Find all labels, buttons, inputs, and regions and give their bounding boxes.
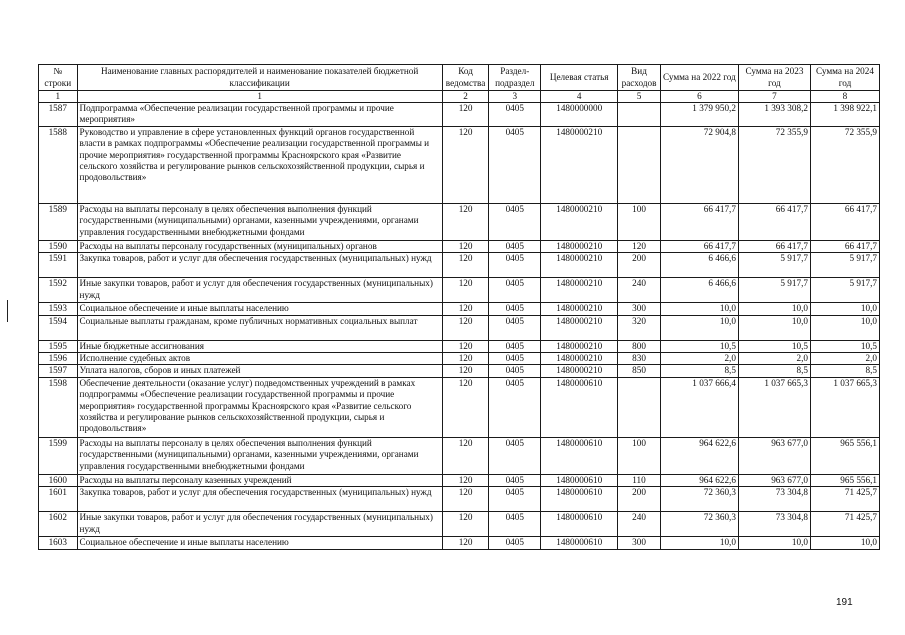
sum-2023-cell: 8,5: [738, 365, 810, 377]
row-name-cell: Подпрограмма «Обеспечение реализации государственной программы и прочие мероприятия»: [77, 103, 442, 127]
dept-code-cell: 120: [442, 377, 489, 437]
row-name-cell: Социальное обеспечение и иные выплаты населению: [77, 303, 442, 315]
sum-2023-cell: 5 917,7: [738, 253, 810, 278]
sum-2023-cell: 2,0: [738, 353, 810, 365]
header-dept-code: Код ведомства: [442, 65, 489, 91]
expense-type-cell: 830: [618, 353, 661, 365]
sum-2024-cell: 10,0: [810, 537, 879, 549]
table-row: [39, 474, 880, 486]
section-cell: 0405: [489, 353, 541, 365]
sum-2023-cell: 10,5: [738, 340, 810, 352]
table-row: [39, 126, 880, 203]
sum-2024-cell: 10,0: [810, 303, 879, 315]
dept-code-cell: 120: [442, 365, 489, 377]
expense-type-cell: 320: [618, 315, 661, 340]
dept-code-cell: 120: [442, 537, 489, 549]
sum-2022-cell: 964 622,6: [660, 437, 738, 474]
table-row: [39, 303, 880, 315]
section-cell: 0405: [489, 365, 541, 377]
header-name: Наименование главных распорядителей и наименование показателей бюджетной классификации: [77, 65, 442, 91]
column-number: 2: [442, 91, 489, 103]
section-cell: 0405: [489, 253, 541, 278]
article-cell: 1480000210: [541, 240, 618, 252]
table-header-row: [39, 65, 880, 91]
header-row-number: № строки: [39, 65, 78, 91]
table-row: [39, 365, 880, 377]
row-number-cell: 1587: [39, 103, 78, 127]
dept-code-cell: 120: [442, 240, 489, 252]
article-cell: 1480000210: [541, 126, 618, 203]
margin-mark: [7, 300, 8, 322]
dept-code-cell: 120: [442, 437, 489, 474]
article-cell: 1480000210: [541, 253, 618, 278]
row-number-cell: 1602: [39, 512, 78, 537]
expense-type-cell: 240: [618, 512, 661, 537]
sum-2023-cell: 10,0: [738, 537, 810, 549]
sum-2022-cell: 66 417,7: [660, 203, 738, 240]
table-row: [39, 512, 880, 537]
expense-type-cell: 800: [618, 340, 661, 352]
row-name-cell: Расходы на выплаты персоналу в целях обеспечения выполнения функций государственными (муниципальными) органами, казенными учреждениями, органами управления государственными внебюджетными фондами: [77, 203, 442, 240]
row-name-cell: Социальные выплаты гражданам, кроме публичных нормативных социальных выплат: [77, 315, 442, 340]
sum-2024-cell: 965 556,1: [810, 437, 879, 474]
table-body: [39, 103, 880, 550]
table-row: [39, 315, 880, 340]
sum-2024-cell: 71 425,7: [810, 512, 879, 537]
table-row: [39, 203, 880, 240]
row-number-cell: 1591: [39, 253, 78, 278]
row-number-cell: 1592: [39, 278, 78, 303]
sum-2023-cell: 10,0: [738, 315, 810, 340]
article-cell: 1480000210: [541, 315, 618, 340]
column-number: 6: [660, 91, 738, 103]
article-cell: 1480000610: [541, 537, 618, 549]
row-number-cell: 1596: [39, 353, 78, 365]
article-cell: 1480000210: [541, 365, 618, 377]
row-number-cell: 1589: [39, 203, 78, 240]
sum-2022-cell: 964 622,6: [660, 474, 738, 486]
article-cell: 1480000610: [541, 474, 618, 486]
dept-code-cell: 120: [442, 340, 489, 352]
sum-2024-cell: 66 417,7: [810, 203, 879, 240]
sum-2022-cell: 72 904,8: [660, 126, 738, 203]
expense-type-cell: [618, 103, 661, 127]
dept-code-cell: 120: [442, 487, 489, 512]
section-cell: 0405: [489, 377, 541, 437]
header-sum-2023: Сумма на 2023 год: [738, 65, 810, 91]
section-cell: 0405: [489, 103, 541, 127]
sum-2024-cell: 66 417,7: [810, 240, 879, 252]
dept-code-cell: 120: [442, 253, 489, 278]
section-cell: 0405: [489, 474, 541, 486]
sum-2023-cell: 73 304,8: [738, 512, 810, 537]
header-expense-type: Вид расходов: [618, 65, 661, 91]
table-row: [39, 278, 880, 303]
row-name-cell: Закупка товаров, работ и услуг для обеспечения государственных (муниципальных) нужд: [77, 487, 442, 512]
column-number: 1: [39, 91, 78, 103]
sum-2022-cell: 2,0: [660, 353, 738, 365]
expense-type-cell: 200: [618, 487, 661, 512]
article-cell: 1480000610: [541, 487, 618, 512]
article-cell: 1480000210: [541, 203, 618, 240]
article-cell: 1480000210: [541, 278, 618, 303]
row-name-cell: Расходы на выплаты персоналу в целях обеспечения выполнения функций государственными (муниципальными) органами, казенными учреждениями, органами управления государственными внебюджетными фондами: [77, 437, 442, 474]
row-name-cell: Расходы на выплаты персоналу государственных (муниципальных) органов: [77, 240, 442, 252]
section-cell: 0405: [489, 303, 541, 315]
sum-2022-cell: 1 379 950,2: [660, 103, 738, 127]
row-name-cell: Расходы на выплаты персоналу казенных учреждений: [77, 474, 442, 486]
row-name-cell: Социальное обеспечение и иные выплаты населению: [77, 537, 442, 549]
sum-2023-cell: 5 917,7: [738, 278, 810, 303]
column-number: 4: [541, 91, 618, 103]
sum-2024-cell: 10,0: [810, 315, 879, 340]
dept-code-cell: 120: [442, 512, 489, 537]
row-name-cell: Иные закупки товаров, работ и услуг для обеспечения государственных (муниципальных) нужд: [77, 278, 442, 303]
section-cell: 0405: [489, 437, 541, 474]
expense-type-cell: 240: [618, 278, 661, 303]
sum-2022-cell: 6 466,6: [660, 253, 738, 278]
sum-2024-cell: 5 917,7: [810, 253, 879, 278]
section-cell: 0405: [489, 340, 541, 352]
row-number-cell: 1599: [39, 437, 78, 474]
sum-2022-cell: 10,0: [660, 315, 738, 340]
article-cell: 1480000610: [541, 437, 618, 474]
expense-type-cell: 120: [618, 240, 661, 252]
row-name-cell: Руководство и управление в сфере установленных функций органов государственной власти в рамках подпрограммы «Обеспечение реализации государственной программы и прочие мероприятия» государственной программы Красноярского края «Развитие сельского хозяйства и регулирование рынков сельскохозяйственной продукции, сырья и продовольствия»: [77, 126, 442, 203]
article-cell: 1480000610: [541, 512, 618, 537]
section-cell: 0405: [489, 203, 541, 240]
table-row: [39, 353, 880, 365]
sum-2023-cell: 10,0: [738, 303, 810, 315]
table-row: [39, 103, 880, 127]
row-number-cell: 1594: [39, 315, 78, 340]
expense-type-cell: 850: [618, 365, 661, 377]
row-number-cell: 1601: [39, 487, 78, 512]
sum-2024-cell: 5 917,7: [810, 278, 879, 303]
table-row: [39, 437, 880, 474]
row-name-cell: Уплата налогов, сборов и иных платежей: [77, 365, 442, 377]
column-number: 1: [77, 91, 442, 103]
table-row: [39, 537, 880, 549]
row-number-cell: 1588: [39, 126, 78, 203]
dept-code-cell: 120: [442, 278, 489, 303]
row-number-cell: 1597: [39, 365, 78, 377]
sum-2024-cell: 71 425,7: [810, 487, 879, 512]
header-article: Целевая статья: [541, 65, 618, 91]
column-number: 3: [489, 91, 541, 103]
dept-code-cell: 120: [442, 303, 489, 315]
table-row: [39, 340, 880, 352]
article-cell: 1480000210: [541, 303, 618, 315]
sum-2022-cell: 66 417,7: [660, 240, 738, 252]
sum-2024-cell: 965 556,1: [810, 474, 879, 486]
sum-2023-cell: 66 417,7: [738, 240, 810, 252]
sum-2022-cell: 72 360,3: [660, 487, 738, 512]
section-cell: 0405: [489, 315, 541, 340]
sum-2022-cell: 8,5: [660, 365, 738, 377]
header-sum-2024: Сумма на 2024 год: [810, 65, 879, 91]
expense-type-cell: 300: [618, 537, 661, 549]
row-number-cell: 1590: [39, 240, 78, 252]
row-name-cell: Закупка товаров, работ и услуг для обеспечения государственных (муниципальных) нужд: [77, 253, 442, 278]
dept-code-cell: 120: [442, 315, 489, 340]
expense-type-cell: 100: [618, 203, 661, 240]
dept-code-cell: 120: [442, 474, 489, 486]
row-name-cell: Обеспечение деятельности (оказание услуг) подведомственных учреждений в рамках подпрограммы «Обеспечение реализации государственной программы и прочие мероприятия» государственной программы Красноярского края «Развитие сельского хозяйства и регулирование рынков сельскохозяйственной продукции, сырья и продовольствия»: [77, 377, 442, 437]
sum-2024-cell: 72 355,9: [810, 126, 879, 203]
dept-code-cell: 120: [442, 126, 489, 203]
section-cell: 0405: [489, 126, 541, 203]
article-cell: 1480000210: [541, 353, 618, 365]
section-cell: 0405: [489, 537, 541, 549]
table-row: [39, 240, 880, 252]
expense-type-cell: 110: [618, 474, 661, 486]
row-name-cell: Исполнение судебных актов: [77, 353, 442, 365]
column-number: 8: [810, 91, 879, 103]
sum-2023-cell: 1 393 308,2: [738, 103, 810, 127]
row-number-cell: 1598: [39, 377, 78, 437]
sum-2022-cell: 1 037 666,4: [660, 377, 738, 437]
row-number-cell: 1593: [39, 303, 78, 315]
sum-2023-cell: 72 355,9: [738, 126, 810, 203]
row-number-cell: 1595: [39, 340, 78, 352]
section-cell: 0405: [489, 512, 541, 537]
page-number: 191: [836, 597, 853, 608]
sum-2023-cell: 1 037 665,3: [738, 377, 810, 437]
expense-type-cell: [618, 126, 661, 203]
sum-2024-cell: 2,0: [810, 353, 879, 365]
row-number-cell: 1603: [39, 537, 78, 549]
article-cell: 1480000000: [541, 103, 618, 127]
column-number: 5: [618, 91, 661, 103]
sum-2023-cell: 963 677,0: [738, 474, 810, 486]
expense-type-cell: 100: [618, 437, 661, 474]
row-number-cell: 1600: [39, 474, 78, 486]
dept-code-cell: 120: [442, 203, 489, 240]
sum-2022-cell: 72 360,3: [660, 512, 738, 537]
sum-2024-cell: 1 398 922,1: [810, 103, 879, 127]
row-name-cell: Иные бюджетные ассигнования: [77, 340, 442, 352]
column-number-row: [39, 91, 880, 103]
sum-2024-cell: 10,5: [810, 340, 879, 352]
dept-code-cell: 120: [442, 103, 489, 127]
sum-2023-cell: 73 304,8: [738, 487, 810, 512]
expense-type-cell: [618, 377, 661, 437]
sum-2022-cell: 6 466,6: [660, 278, 738, 303]
section-cell: 0405: [489, 487, 541, 512]
sum-2024-cell: 8,5: [810, 365, 879, 377]
section-cell: 0405: [489, 278, 541, 303]
sum-2022-cell: 10,0: [660, 537, 738, 549]
budget-table: [38, 64, 880, 550]
header-section: Раздел-подраздел: [489, 65, 541, 91]
table-row: [39, 253, 880, 278]
sum-2023-cell: 963 677,0: [738, 437, 810, 474]
sum-2023-cell: 66 417,7: [738, 203, 810, 240]
expense-type-cell: 300: [618, 303, 661, 315]
article-cell: 1480000610: [541, 377, 618, 437]
row-name-cell: Иные закупки товаров, работ и услуг для обеспечения государственных (муниципальных) нужд: [77, 512, 442, 537]
sum-2024-cell: 1 037 665,3: [810, 377, 879, 437]
sum-2022-cell: 10,5: [660, 340, 738, 352]
column-number: 7: [738, 91, 810, 103]
dept-code-cell: 120: [442, 353, 489, 365]
article-cell: 1480000210: [541, 340, 618, 352]
sum-2022-cell: 10,0: [660, 303, 738, 315]
header-sum-2022: Сумма на 2022 год: [660, 65, 738, 91]
table-row: [39, 487, 880, 512]
table-row: [39, 377, 880, 437]
section-cell: 0405: [489, 240, 541, 252]
expense-type-cell: 200: [618, 253, 661, 278]
